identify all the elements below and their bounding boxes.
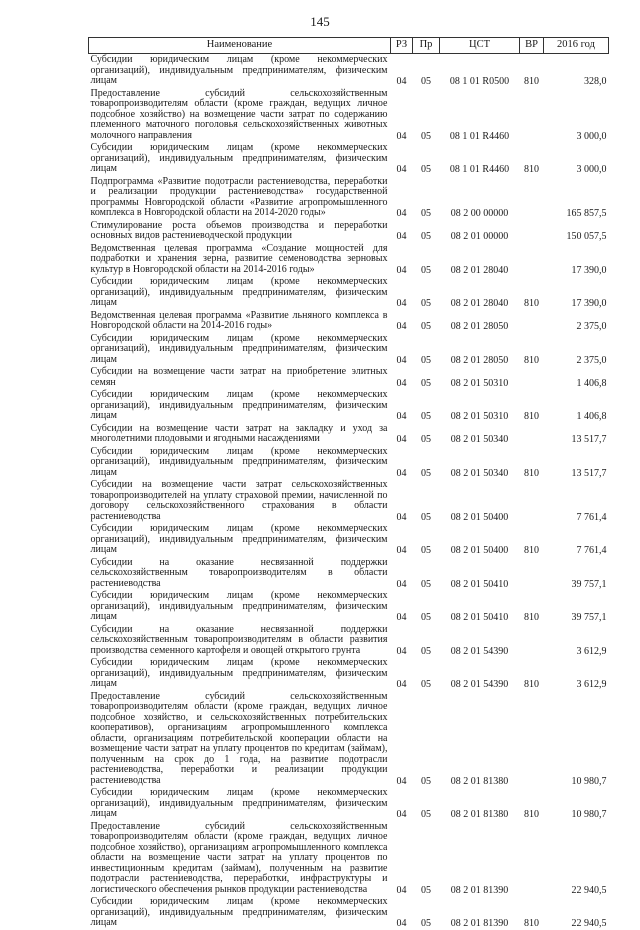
row-name-cell: Предоставление субсидий сельскохозяйственным товаропроизводителям области (кроме граждан, ведущих личное подсобное хозяйство) на возмещение части затрат по содержанию племенного маточного поголовья сельскохозяйственных животных молочного направления xyxy=(90,87,388,141)
row-vr-cell: 810 xyxy=(524,918,539,929)
row-amount-cell: 7 761,4 xyxy=(576,511,607,523)
row-cst-cell: 08 2 01 50310 xyxy=(450,377,509,389)
row-rz-cell: 04 xyxy=(396,679,407,690)
row-rz-cell: 04 xyxy=(396,511,407,523)
row-vr-cell xyxy=(520,691,544,788)
table-row xyxy=(89,276,609,310)
row-rz-cell: 04 xyxy=(396,545,407,556)
row-name-cell: Субсидии юридическим лицам (кроме некоммерческих организаций), индивидуальным предпринимателям, физическим лицам xyxy=(90,657,388,689)
row-vr-cell xyxy=(520,310,544,333)
row-amount-cell: 22 940,5 xyxy=(571,884,607,896)
table-row xyxy=(89,243,609,277)
row-pr-cell: 05 xyxy=(421,679,431,690)
row-rz-cell: 04 xyxy=(396,775,407,787)
row-amount-cell: 2 375,0 xyxy=(576,321,607,332)
table-row xyxy=(89,624,609,658)
table-row xyxy=(89,88,609,143)
row-name-cell: Ведомственная целевая программа «Развитие льняного комплекса в Новгородской области на 2014-2016 годы» xyxy=(90,309,388,331)
row-vr-cell xyxy=(520,220,544,243)
row-pr-cell: 05 xyxy=(421,775,431,787)
row-amount-cell: 1 406,8 xyxy=(576,377,607,389)
table-row xyxy=(89,896,609,930)
row-rz-cell: 04 xyxy=(396,884,407,896)
row-vr-cell: 810 xyxy=(524,164,539,175)
row-cst-cell: 08 1 01 R4460 xyxy=(449,130,510,142)
row-name-cell: Субсидии юридическим лицам (кроме некоммерческих организаций), индивидуальным предпринимателям, физическим лицам xyxy=(90,523,388,555)
row-pr-cell: 05 xyxy=(421,164,431,175)
col-header-rz: РЗ xyxy=(391,38,413,54)
table-row xyxy=(89,389,609,423)
row-cst-cell: 08 2 01 81380 xyxy=(450,809,509,820)
row-pr-cell: 05 xyxy=(421,884,431,896)
row-name-cell: Стимулирование роста объемов производства и переработки основных видов растениеводческой продукции xyxy=(90,219,388,241)
table-row xyxy=(89,557,609,591)
row-rz-cell: 04 xyxy=(396,264,407,276)
row-rz-cell: 04 xyxy=(396,298,407,309)
row-amount-cell: 7 761,4 xyxy=(576,545,607,556)
row-rz-cell: 04 xyxy=(396,467,407,479)
table-row xyxy=(89,446,609,480)
row-pr-cell: 05 xyxy=(421,578,431,590)
row-cst-cell: 08 2 01 54390 xyxy=(450,645,509,657)
row-amount-cell: 13 517,7 xyxy=(571,467,607,479)
table-row xyxy=(89,590,609,624)
row-rz-cell: 04 xyxy=(396,918,407,929)
row-pr-cell: 05 xyxy=(421,76,431,87)
row-amount-cell: 328,0 xyxy=(584,76,607,87)
row-amount-cell: 3 000,0 xyxy=(576,164,607,175)
row-cst-cell: 08 1 01 R0500 xyxy=(449,76,510,87)
table-row xyxy=(89,479,609,523)
row-vr-cell xyxy=(520,176,544,220)
table-row xyxy=(89,310,609,333)
row-name-cell: Субсидии на возмещение части затрат на закладку и уход за многолетними плодовыми и ягодными насаждениями xyxy=(90,422,388,444)
row-vr-cell xyxy=(520,243,544,277)
col-header-year: 2016 год xyxy=(544,38,609,54)
row-amount-cell: 22 940,5 xyxy=(571,918,607,929)
page-number: 145 xyxy=(310,14,330,29)
col-header-cst: ЦСТ xyxy=(440,38,520,54)
row-cst-cell: 08 2 01 81390 xyxy=(450,918,509,929)
table-row xyxy=(89,333,609,367)
row-rz-cell: 04 xyxy=(396,809,407,820)
row-cst-cell: 08 2 01 28050 xyxy=(450,354,509,366)
row-name-cell: Предоставление субсидий сельскохозяйственным товаропроизводителям области (кроме граждан, ведущих личное подсобное хозяйство, и сельскохозяйственных потребительских кооперативов), организациям агропромышленного комплекса области, организациям потребительской кооперации области на возмещение части затрат на уплату процентов по кредитам (займам), полученным на срок до 1 года, на развитие подотрасли растениеводства, переработки и реализации продукции растениеводства xyxy=(90,690,388,786)
table-row xyxy=(89,54,609,88)
row-amount-cell: 13 517,7 xyxy=(571,434,607,445)
row-rz-cell: 04 xyxy=(396,321,407,332)
table-row xyxy=(89,220,609,243)
row-vr-cell xyxy=(520,821,544,897)
row-pr-cell: 05 xyxy=(421,321,431,332)
row-pr-cell: 05 xyxy=(421,411,431,422)
row-pr-cell: 05 xyxy=(421,645,431,657)
table-body xyxy=(89,54,609,930)
table-row xyxy=(89,691,609,788)
row-cst-cell: 08 2 01 81380 xyxy=(450,775,509,787)
row-vr-cell: 810 xyxy=(524,354,539,366)
row-vr-cell: 810 xyxy=(524,809,539,820)
row-vr-cell xyxy=(520,423,544,446)
row-name-cell: Субсидии юридическим лицам (кроме некоммерческих организаций), индивидуальным предпринимателям, физическим лицам xyxy=(90,896,388,928)
table-header-row xyxy=(89,38,609,54)
row-amount-cell: 2 375,0 xyxy=(576,354,607,366)
row-name-cell: Субсидии юридическим лицам (кроме некоммерческих организаций), индивидуальным предпринимателям, физическим лицам xyxy=(90,276,388,308)
row-cst-cell: 08 2 01 50400 xyxy=(450,545,509,556)
row-rz-cell: 04 xyxy=(396,354,407,366)
row-name-cell: Субсидии юридическим лицам (кроме некоммерческих организаций), индивидуальным предпринимателям, физическим лицам xyxy=(90,142,388,174)
col-header-vr: ВР xyxy=(520,38,544,54)
row-amount-cell: 10 980,7 xyxy=(571,775,607,787)
row-cst-cell: 08 2 01 50340 xyxy=(450,434,509,445)
row-name-cell: Субсидии на оказание несвязанной поддержки сельскохозяйственным товаропроизводителям в области развития производства семенного картофеля и овощей открытого грунта xyxy=(90,623,388,656)
table-row xyxy=(89,142,609,176)
row-cst-cell: 08 1 01 R4460 xyxy=(449,164,510,175)
row-amount-cell: 3 612,9 xyxy=(576,645,607,657)
row-name-cell: Предоставление субсидий сельскохозяйственным товаропроизводителям области (кроме граждан, ведущих личное подсобное хозяйство), организациям агропромышленного комплекса области на возмещение части затрат на уплату процентов по инвестиционным кредитам (займам), полученным на развитие подотрасли растениеводства, переработки, инфраструктуры и логистического обеспечения рынков продукции растениеводства xyxy=(90,820,388,895)
table-row xyxy=(89,423,609,446)
row-name-cell: Субсидии юридическим лицам (кроме некоммерческих организаций), индивидуальным предпринимателям, физическим лицам xyxy=(90,332,388,365)
row-amount-cell: 150 057,5 xyxy=(566,231,607,242)
row-pr-cell: 05 xyxy=(421,354,431,366)
row-amount-cell: 39 757,1 xyxy=(571,612,607,623)
row-pr-cell: 05 xyxy=(421,467,431,479)
row-vr-cell: 810 xyxy=(524,679,539,690)
row-cst-cell: 08 2 01 50340 xyxy=(450,467,509,479)
row-name-cell: Субсидии юридическим лицам (кроме некоммерческих организаций), индивидуальным предпринимателям, физическим лицам xyxy=(90,389,388,421)
row-cst-cell: 08 2 00 00000 xyxy=(450,208,509,219)
row-vr-cell xyxy=(520,624,544,658)
table-row xyxy=(89,176,609,220)
row-rz-cell: 04 xyxy=(396,231,407,242)
row-name-cell: Субсидии юридическим лицам (кроме некоммерческих организаций), индивидуальным предпринимателям, физическим лицам xyxy=(90,445,388,478)
row-rz-cell: 04 xyxy=(396,164,407,175)
row-pr-cell: 05 xyxy=(421,434,431,445)
row-vr-cell: 810 xyxy=(524,545,539,556)
row-vr-cell: 810 xyxy=(524,612,539,623)
row-pr-cell: 05 xyxy=(421,377,431,389)
row-amount-cell: 10 980,7 xyxy=(571,809,607,820)
row-rz-cell: 04 xyxy=(396,578,407,590)
table-row xyxy=(89,787,609,821)
row-name-cell: Субсидии юридическим лицам (кроме некоммерческих организаций), индивидуальным предпринимателям, физическим лицам xyxy=(90,787,388,819)
row-rz-cell: 04 xyxy=(396,645,407,657)
table-row xyxy=(89,523,609,557)
row-rz-cell: 04 xyxy=(396,612,407,623)
row-vr-cell xyxy=(520,88,544,143)
row-cst-cell: 08 2 01 28050 xyxy=(450,321,509,332)
row-vr-cell xyxy=(520,366,544,389)
row-cst-cell: 08 2 01 50310 xyxy=(450,411,509,422)
row-vr-cell: 810 xyxy=(524,467,539,479)
table-row xyxy=(89,366,609,389)
col-header-name: Наименование xyxy=(89,38,391,54)
row-amount-cell: 17 390,0 xyxy=(571,264,607,276)
row-cst-cell: 08 2 01 50410 xyxy=(450,612,509,623)
row-cst-cell: 08 2 01 50410 xyxy=(450,578,509,590)
row-rz-cell: 04 xyxy=(396,434,407,445)
row-amount-cell: 3 612,9 xyxy=(576,679,607,690)
row-name-cell: Ведомственная целевая программа «Создание мощностей для подработки и хранения зерна, развитие семеноводства зерновых культур в Новгородской области на 2014-2016 годы» xyxy=(90,242,388,275)
row-rz-cell: 04 xyxy=(396,411,407,422)
row-rz-cell: 04 xyxy=(396,208,407,219)
table-row xyxy=(89,657,609,691)
row-cst-cell: 08 2 01 28040 xyxy=(450,298,509,309)
row-name-cell: Подпрограмма «Развитие подотрасли растениеводства, переработки и реализации продукции растениеводства» государственной программы Новгородской области «Развитие агропромышленного комплекса в Новгородской области на 2014-2020 годы» xyxy=(90,175,388,218)
row-pr-cell: 05 xyxy=(421,918,431,929)
row-pr-cell: 05 xyxy=(421,511,431,523)
row-vr-cell: 810 xyxy=(524,298,539,309)
row-pr-cell: 05 xyxy=(421,208,431,219)
row-vr-cell xyxy=(520,557,544,591)
row-name-cell: Субсидии на оказание несвязанной поддержки сельскохозяйственным товаропроизводителям в области растениеводства xyxy=(90,556,388,589)
row-rz-cell: 04 xyxy=(396,377,407,389)
row-rz-cell: 04 xyxy=(396,76,407,87)
row-pr-cell: 05 xyxy=(421,545,431,556)
row-pr-cell: 05 xyxy=(421,130,431,142)
budget-table xyxy=(88,37,609,930)
row-pr-cell: 05 xyxy=(421,231,431,242)
row-amount-cell: 39 757,1 xyxy=(571,578,607,590)
row-cst-cell: 08 2 01 81390 xyxy=(450,884,509,896)
row-name-cell: Субсидии на возмещение части затрат на приобретение элитных семян xyxy=(90,366,388,388)
row-pr-cell: 05 xyxy=(421,264,431,276)
row-amount-cell: 17 390,0 xyxy=(571,298,607,309)
row-vr-cell: 810 xyxy=(524,411,539,422)
row-name-cell: Субсидии юридическим лицам (кроме некоммерческих организаций), индивидуальным предпринимателям, физическим лицам xyxy=(90,54,388,86)
row-rz-cell: 04 xyxy=(396,130,407,142)
row-name-cell: Субсидии на возмещение части затрат сельскохозяйственных товаропроизводителей на уплату страховой премии, начисленной по договору сельскохозяйственного страхования в области растениеводства xyxy=(90,479,388,522)
row-vr-cell xyxy=(520,479,544,523)
row-cst-cell: 08 2 01 00000 xyxy=(450,231,509,242)
row-amount-cell: 1 406,8 xyxy=(576,411,607,422)
row-pr-cell: 05 xyxy=(421,612,431,623)
row-vr-cell: 810 xyxy=(524,76,539,87)
row-pr-cell: 05 xyxy=(421,809,431,820)
row-amount-cell: 3 000,0 xyxy=(576,130,607,142)
col-header-pr: Пр xyxy=(413,38,440,54)
row-cst-cell: 08 2 01 54390 xyxy=(450,679,509,690)
row-name-cell: Субсидии юридическим лицам (кроме некоммерческих организаций), индивидуальным предпринимателям, физическим лицам xyxy=(90,590,388,622)
row-amount-cell: 165 857,5 xyxy=(566,208,607,219)
row-cst-cell: 08 2 01 28040 xyxy=(450,264,509,276)
row-cst-cell: 08 2 01 50400 xyxy=(450,511,509,523)
table-row xyxy=(89,821,609,897)
row-pr-cell: 05 xyxy=(421,298,431,309)
